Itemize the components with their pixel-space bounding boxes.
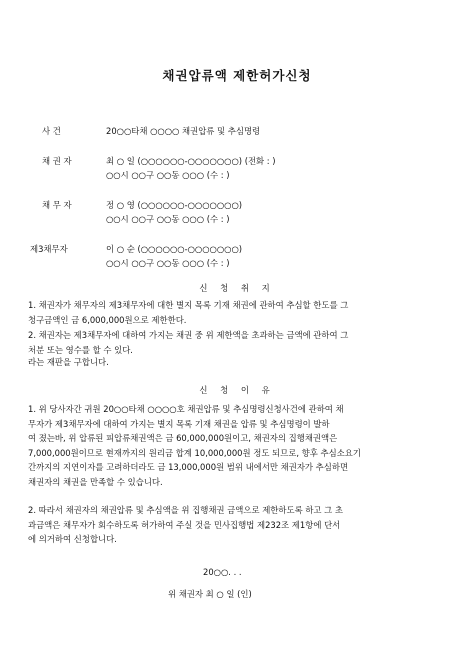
debtor-address-line: ○○시 ○○구 ○○동 ○○○ (수 : ) [106, 214, 230, 224]
purpose-item-2-line-1: 2. 채권자는 제3채무자에 대하여 가지는 채권 중 위 제한액을 초과하는 금액에 관하여 그 [28, 330, 349, 340]
filing-date: 20○○. . . [203, 567, 242, 577]
purpose-item-1-line-1: 1. 채권자가 채무자의 제3채무자에 대한 별지 목록 기재 채권에 관하여 추심할 한도를 그 [28, 300, 349, 310]
third-debtor-address-line: ○○시 ○○구 ○○동 ○○○ (수 : ) [106, 258, 230, 268]
reason-item-1-line-3: 여 졌는바, 위 압류된 피압류채권액은 금 60,000,000원이고, 채권자의 집행채권액은 [28, 433, 338, 443]
reasons-heading: 신 청 이 유 [199, 385, 275, 395]
third-debtor-label: 제3채무자 [30, 244, 68, 254]
reason-item [28, 402, 361, 489]
purpose-closing: 라는 재판을 구합니다. [28, 357, 109, 367]
reason-item-1-line-2: 무자가 제3채무자에 대하여 가지는 별지 목록 기재 채권을 압류 및 추심명령이 발하 [28, 418, 330, 429]
third-debtor-name-line: 이 ○ 순 (○○○○○○-○○○○○○○) [106, 244, 243, 254]
document-title: 채권압류액 제한허가신청 [162, 68, 312, 83]
reason-item-2-line-1: 2. 따라서 채권자의 채권압류 및 추심액을 위 집행채권 금액으로 제한하도록 하고 그 초 [28, 505, 344, 515]
purpose-heading: 신 청 취 지 [199, 283, 275, 293]
debtor-label: 채 무 자 [42, 200, 72, 210]
purpose-item [28, 328, 348, 357]
reason-item-1-line-5: 간까지의 지연이자를 고려하더라도 금 13,000,000원 범위 내에서만 채권자가 추심하면 [28, 462, 349, 472]
debtor-name-line: 정 ○ 영 (○○○○○○-○○○○○○○) [106, 200, 243, 210]
creditor-label: 채 권 자 [42, 156, 72, 166]
case-label: 사 건 [42, 126, 61, 136]
reason-item-1-line-6: 채권자의 채권을 만족할 수 있습니다. [28, 476, 163, 487]
reason-item-1-line-4: 7,000,000원이므로 현재까지의 원리금 합계 10,000,000원 정도 되므로, 향후 추심소요기 [28, 447, 361, 458]
reason-item-1-line-1: 1. 위 당사자간 귀원 20○○타채 ○○○○호 채권압류 및 추심명령신청사건에 관하여 채 [28, 404, 344, 414]
purpose-item [28, 298, 348, 327]
signature-line: 위 채권자 최 ○ 일 (인) [168, 589, 252, 599]
case-value: 20○○타채 ○○○○ 채권압류 및 추심명령 [106, 126, 261, 136]
reason-item-2-line-2: 과금액은 채무자가 회수하도록 허가하여 주실 것을 민사집행법 제232조 제1항에 단서 [28, 519, 341, 530]
reason-item [28, 503, 343, 547]
creditor-address-line: ○○시 ○○구 ○○동 ○○○ (수 : ) [106, 170, 230, 180]
purpose-item-2-line-2: 처분 또는 영수를 할 수 있다. [28, 344, 133, 355]
purpose-item-1-line-2: 청구금액인 금 6,000,000원으로 제한한다. [28, 314, 187, 325]
creditor-name-line: 최 ○ 일 (○○○○○○-○○○○○○○) (전화 : ) [106, 156, 276, 166]
reason-item-2-line-3: 에 의거하여 신청합니다. [28, 534, 117, 544]
